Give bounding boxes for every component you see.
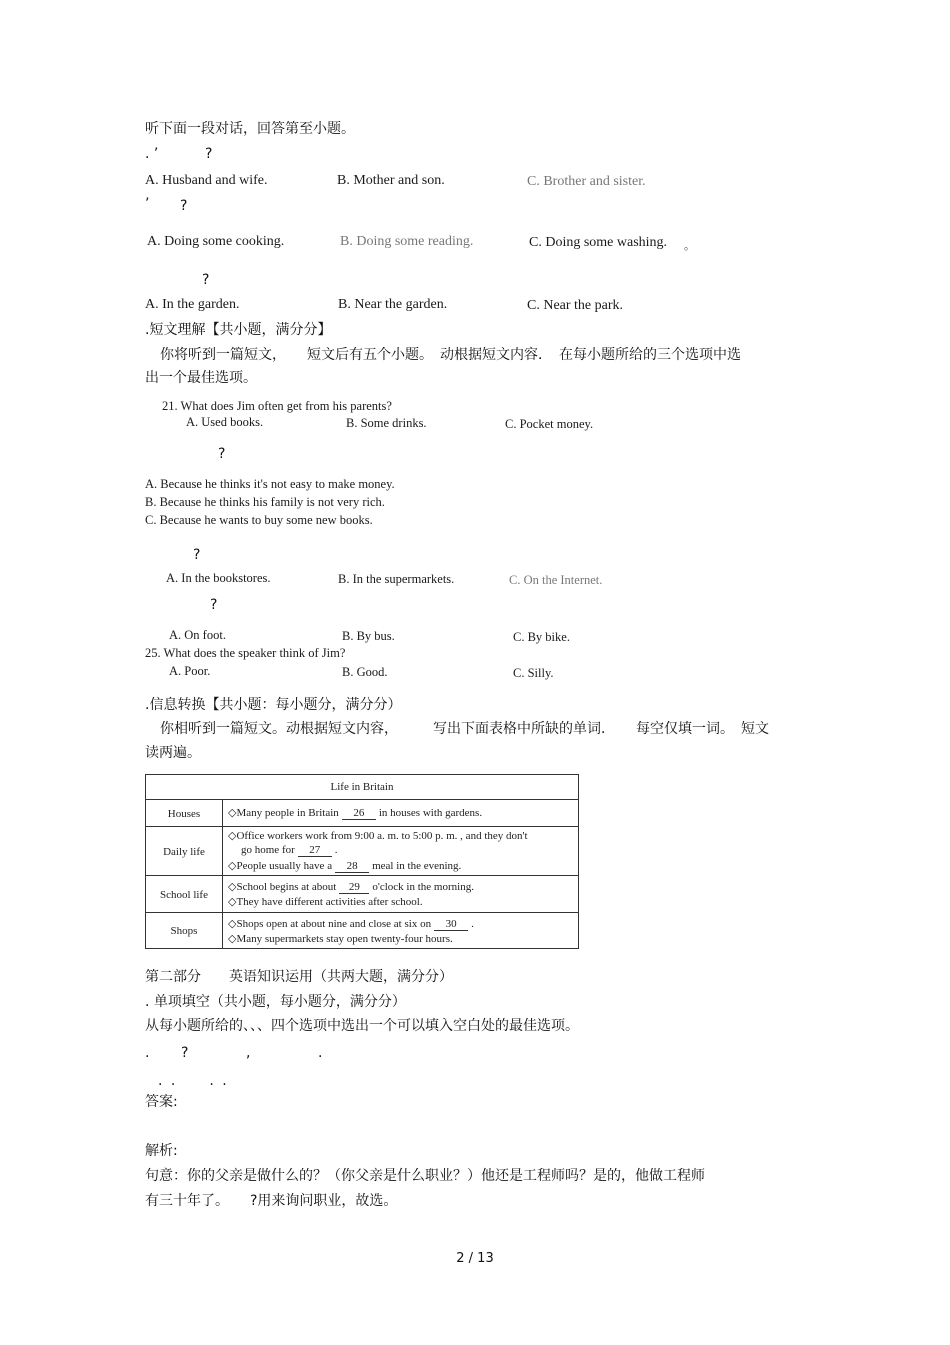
table-line: ◇Many people in Britain 26 in houses with gardens. [228,807,483,819]
row-content [229,800,574,827]
q24-option-b: B. By bus. [342,629,395,643]
dialog-instruction: 听下面一段对话，回答第至小题。 [145,121,355,137]
question-mark: ? [181,1045,189,1061]
row-label: School life [146,876,223,913]
q3-option-b: B. Near the garden. [338,297,448,312]
analysis-line-2: 有三十年了。 ?用来询问职业，故选。 [145,1193,398,1209]
info-section-instruction-1: 你相听到一篇短文。动根据短文内容， 写出下面表格中所缺的单词． 每空仅填一词。 短文 [160,721,769,737]
q23-option-a: A. In the bookstores. [166,571,271,585]
row-content [229,913,574,949]
q25-option-b: B. Good. [342,665,388,679]
part2-instruction: 从每小题所给的、、、四个选项中选出一个可以填入空白处的最佳选项。 [145,1018,579,1034]
q1-prefix: . ’ [145,146,159,162]
part2-heading: 第二部分 英语知识运用（共两大题，满分分） [145,969,453,985]
q2-mark: ? [180,198,188,214]
q1-option-a: A. Husband and wife. [145,173,268,188]
question-dot: . [145,1045,150,1061]
table-line: ◇People usually have a 28 meal in the evening. [228,860,462,872]
blank-27: 27 [298,844,332,857]
row-label: Houses [146,800,223,827]
table-line: go home for 27 . [241,844,338,856]
q25-option-a: A. Poor. [169,664,211,678]
q22-option-a: A. Because he thinks it's not easy to make money. [145,477,395,491]
table-line: ◇Office workers work from 9:00 a. m. to 5:00 p. m. , and they don't [228,830,528,842]
q24-option-c: C. By bike. [513,630,570,644]
q2-trail: 。 [684,239,695,252]
analysis-line-1: 句意：你的父亲是做什么的？（你父亲是什么职业？）他还是工程师吗？是的，他做工程师 [145,1168,705,1184]
q2-prefix: ’ [145,196,150,212]
table-row-shops [146,912,578,949]
row-content [229,876,574,913]
question-end: . [318,1045,323,1061]
life-in-britain-table [145,774,579,949]
table-line: ◇School begins at about 29 o'clock in the morning. [228,881,474,893]
q21-option-b: B. Some drinks. [346,416,427,430]
table-line: ◇Shops open at about nine and close at six on 30 . [228,918,474,930]
q3-option-c: C. Near the park. [527,298,624,313]
q23-option-c: C. On the Internet. [509,573,603,587]
q22-option-c: C. Because he wants to buy some new books. [145,513,373,527]
info-section-instruction-2: 读两遍。 [145,745,201,761]
page-number: 2 / 13 [456,1251,494,1266]
q22-mark: ? [218,446,226,462]
table-row-school-life [146,875,578,913]
q21-stem: 21. What does Jim often get from his parents? [162,399,392,413]
row-label: Daily life [146,827,223,876]
short-passage-instruction-2: 出一个最佳选项。 [145,370,257,386]
row-label: Shops [146,913,223,949]
q3-option-a: A. In the garden. [145,297,240,312]
analysis-label: 解析: [145,1143,178,1159]
answer-label: 答案: [145,1094,178,1110]
q3-mark: ? [202,272,210,288]
q2-option-c: C. Doing some washing. [529,235,668,250]
q1-mark: ? [205,146,213,162]
blank-30: 30 [434,918,468,931]
short-passage-instruction-1: 你将听到一篇短文， 短文后有五个小题。 动根据短文内容． 在每小题所给的三个选项中选 [160,347,741,363]
q24-mark: ? [210,597,218,613]
option-dots: . . . . [158,1073,229,1089]
q21-option-c: C. Pocket money. [505,417,594,431]
q1-option-b: B. Mother and son. [337,173,445,188]
question-comma: , [246,1045,251,1061]
blank-26: 26 [342,807,376,820]
info-section-heading: .信息转换【共小题：每小题分，满分分） [145,697,402,713]
q25-option-c: C. Silly. [513,666,554,680]
table-title: Life in Britain [330,781,394,793]
short-passage-heading: .短文理解【共小题，满分分】 [145,322,332,338]
blank-28: 28 [335,860,369,873]
table-row-houses [146,799,578,827]
q2-option-a: A. Doing some cooking. [147,234,285,249]
q1-option-c: C. Brother and sister. [527,174,646,189]
table-line: ◇They have different activities after school. [228,896,423,908]
q24-option-a: A. On foot. [169,628,226,642]
blank-29: 29 [339,881,369,894]
q21-option-a: A. Used books. [186,415,264,429]
q23-option-b: B. In the supermarkets. [338,572,455,586]
row-content [229,827,574,876]
q2-option-b: B. Doing some reading. [340,234,474,249]
part2-subheading: . 单项填空（共小题，每小题分，满分分） [145,994,406,1010]
q23-mark: ? [193,547,201,563]
table-line: ◇Many supermarkets stay open twenty-four hours. [228,933,453,945]
table-row-daily-life [146,826,578,876]
q22-option-b: B. Because he thinks his family is not very rich. [145,495,385,509]
q25-stem: 25. What does the speaker think of Jim? [145,646,346,660]
